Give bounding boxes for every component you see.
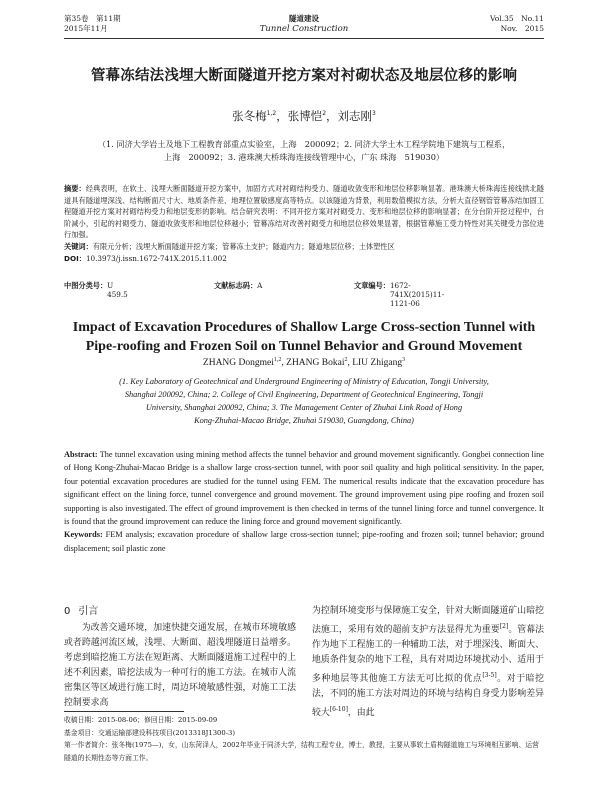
- author-cn-3: 刘志刚: [337, 109, 373, 123]
- affiliation-cn: [64, 138, 544, 164]
- footnote-received: 收稿日期：2015-08-06；修回日期：2015-09-09: [64, 716, 218, 724]
- author-en-2: ZHANG Bokai: [286, 358, 345, 369]
- doc-code-field: [214, 281, 263, 291]
- authors-en: [64, 357, 544, 368]
- abstract-cn-label: 摘要：: [64, 184, 86, 193]
- keywords-en-label: Keywords:: [64, 530, 103, 540]
- journal-name-cn: 隧道建设: [289, 14, 319, 23]
- article-no-value: 1672-741X(2015)11-1121-06: [389, 281, 445, 308]
- affiliation-en: [64, 375, 544, 427]
- volume-en: Vol.35 No.11: [490, 14, 544, 23]
- title-en-line: Pipe-roofing and Frozen Soil on Tunnel Behavior and Ground Movement: [85, 339, 523, 354]
- section-title: 引言: [78, 606, 99, 617]
- body-text: ，由此: [347, 707, 375, 718]
- date-en: Nov. 2015: [500, 24, 544, 33]
- affiliation-en-line: (1. Key Laboratory of Geotechnical and Underground Engineering of Ministry of Education, Tongji University,: [119, 377, 489, 386]
- volume-cn: 第35卷 第11期: [64, 14, 121, 23]
- author-cn-2: 张博恺: [287, 109, 323, 123]
- body-paragraph: [312, 604, 544, 721]
- keywords-cn: [64, 241, 544, 253]
- title-en: [64, 318, 544, 356]
- date-cn: 2015年11月: [64, 24, 108, 33]
- abstract-cn-text: 经典表明，在软土、浅埋大断面隧道开挖方案中，加固方式对衬砌结构受力、隧道收敛变形和地层位移影响显著。港珠澳大桥珠海连接线拱北隧道具有隧道埋深浅、结构断面尺寸大、地质条件差、地理位置敏感度高等特点。以该隧道为背景，利用数值模拟方法，分析大直径钢管管幕冻结加固工程隧道开挖方案对衬砌结构受力和地层变形的影响。结合研究表明：不同开挖方案对衬砌受力、变形和地层位移的影响显著；在分台阶开挖过程中，台阶减小，引起的衬砌受力、隧道收敛变形和地层位移越小；管幕冻结对改善衬砌受力和地层位移效果显著，根据管幕施工受力特性对其关键受力部位进行加强。: [64, 184, 544, 240]
- affiliation-en-line: University, Shanghai 200092, China; 3. The Management Center of Zhuhai Link Road of Hong: [145, 403, 463, 412]
- affiliation-en-line: Kong-Zhuhai-Macao Bridge, Zhuhai 519030, Guangdong, China): [194, 416, 414, 425]
- abstract-cn: [64, 183, 544, 241]
- article-no-field: [354, 281, 445, 308]
- doi-line: [64, 253, 544, 265]
- footnote-fund: 基金项目：交通运输部建设科技项目(2013318J1300-3): [64, 728, 235, 737]
- author-cn-2-affil: 2: [322, 110, 327, 118]
- body-column-left: [64, 604, 296, 711]
- doc-code-value: A: [257, 281, 263, 290]
- body-paragraph: 为改善交通环境，加速快捷交通发展，在城市环境敏感或者跨越河流区域，浅埋、大断面、超浅埋隧道日益增多。考虑到暗挖施工方法在短距离、大断面隧道施工过程中的上述不利因素，暗挖法成为一种可行的施工方法。在城市人流密集区等区域进行施工时，周边环境敏感性强，对施工工法控制要求高: [64, 623, 296, 708]
- author-en-1-affil: 1,2: [273, 357, 282, 363]
- affiliation-en-line: Shanghai 200092, China; 2. College of Civil Engineering, Department of Geotechnical Engineering, Tongji: [124, 390, 484, 399]
- citation: [6-10]: [329, 705, 348, 713]
- clc-field: [64, 281, 128, 299]
- author-en-2-affil: 2: [344, 357, 348, 363]
- journal-name-en: Tunnel Construction: [259, 24, 349, 34]
- title-en-line: Impact of Excavation Procedures of Shallow Large Cross-section Tunnel with: [72, 320, 536, 335]
- affiliation-cn-line: （1. 同济大学岩土及地下工程教育部重点实验室，上海 200092；2. 同济大学土木工程学院地下建筑与工程系，: [97, 139, 511, 149]
- footnote-author: 第一作者简介：张冬梅(1975—)，女，山东菏泽人，2002年毕业于同济大学，结构工程专业，博士，教授，主要从事软土盾构隧道施工与环境相互影响、运营隧道的长期性态等方面工作。: [64, 741, 539, 762]
- title-cn: 管幕冻结法浅埋大断面隧道开挖方案对衬砌状态及地层位移的影响: [90, 68, 518, 84]
- body-text: 。对于暗挖法，不同的施工方法对周边的环境与结构自身受力影响差异较大: [312, 673, 545, 718]
- footnotes: [64, 714, 544, 764]
- header-rule: [64, 38, 544, 39]
- author-sep: ,: [347, 358, 353, 369]
- author-en-3: LIU Zhigang: [352, 358, 403, 369]
- abstract-en-text: The tunnel excavation using mining method affects the tunnel behavior and ground movement significantly. Gongbei connection line of Hong Kong-Zhuhai-Macao Bridge is a shallow large cross-section tunnel, with poor soil quality and high political sensitivity. In the paper, four potential excavation procedures are studied for the tunnel using FEM. The numerical results indicate that the excavation procedure has significant effect on the lining force, tunnel convergence and ground movement. The ground improvement using pipe roofing and frozen soil supporting is also investigated. The effect of ground improvement is then checked in terms of the tunnel lining force and tunnel convergence. It is found that the ground improvement can reduce the lining force and ground movement significantly.: [64, 450, 544, 527]
- author-en-3-affil: 3: [402, 357, 406, 363]
- author-sep: ，: [276, 109, 288, 123]
- section-heading: [64, 604, 296, 619]
- body-text: 为控制环境变形与保障施工安全，针对大断面隧道矿山暗挖法施工，采用有效的超前支护方法显得尤为重要: [312, 606, 544, 635]
- author-cn-1-affil: 1,2: [266, 110, 277, 118]
- author-sep: ，: [326, 109, 338, 123]
- section-number: 0: [64, 606, 71, 617]
- abstract-cn-block: [64, 183, 544, 264]
- header-center: [64, 14, 544, 34]
- abstract-en: [64, 448, 544, 528]
- author-sep: ,: [281, 358, 287, 369]
- footnote-rule: [64, 711, 184, 712]
- body-text: 。管幕法作为地下工程施工的一种辅助工法，对于埋深浅、断面大、地质条件复杂的地下工程，具有对周边环境扰动小、适用于多种地层等其他施工方法无可比拟的优点: [312, 624, 545, 684]
- classification-row: [64, 281, 544, 308]
- body-column-right: [312, 604, 544, 721]
- abstract-en-block: [64, 448, 544, 555]
- author-cn-3-affil: 3: [372, 110, 376, 118]
- citation: [2]: [499, 623, 509, 630]
- running-header: [64, 14, 544, 38]
- keywords-cn-label: 关键词：: [64, 241, 93, 251]
- header-right: [490, 14, 544, 34]
- clc-value: U 459.5: [107, 281, 128, 299]
- author-cn-1: 张冬梅: [232, 109, 267, 123]
- affiliation-cn-line: 上海 200092；3. 港珠澳大桥珠海连接线管理中心，广东 珠海 519030）: [163, 152, 445, 162]
- author-en-1: ZHANG Dongmei: [202, 358, 274, 369]
- doc-code-label: 文献标志码：: [214, 281, 258, 290]
- authors-cn: [64, 108, 544, 124]
- doi-value: 10.3973/j.issn.1672-741X.2015.11.002: [85, 253, 227, 263]
- clc-label: 中图分类号：: [64, 281, 108, 290]
- keywords-en-text: FEM analysis; excavation procedure of shallow large cross-section tunnel; pipe-roofing and frozen soil; tunnel behavior; ground displacement; soil plastic zone: [64, 530, 544, 553]
- keywords-en: [64, 528, 544, 555]
- doi-label: DOI：: [64, 253, 86, 263]
- abstract-en-label: Abstract:: [64, 450, 98, 459]
- keywords-cn-text: 有限元分析；浅埋大断面隧道开挖方案；管幕冻土支护；隧道内力；隧道地层位移；土体塑性区: [92, 241, 395, 251]
- citation: [3-5]: [482, 671, 497, 679]
- article-no-label: 文章编号：: [354, 281, 390, 290]
